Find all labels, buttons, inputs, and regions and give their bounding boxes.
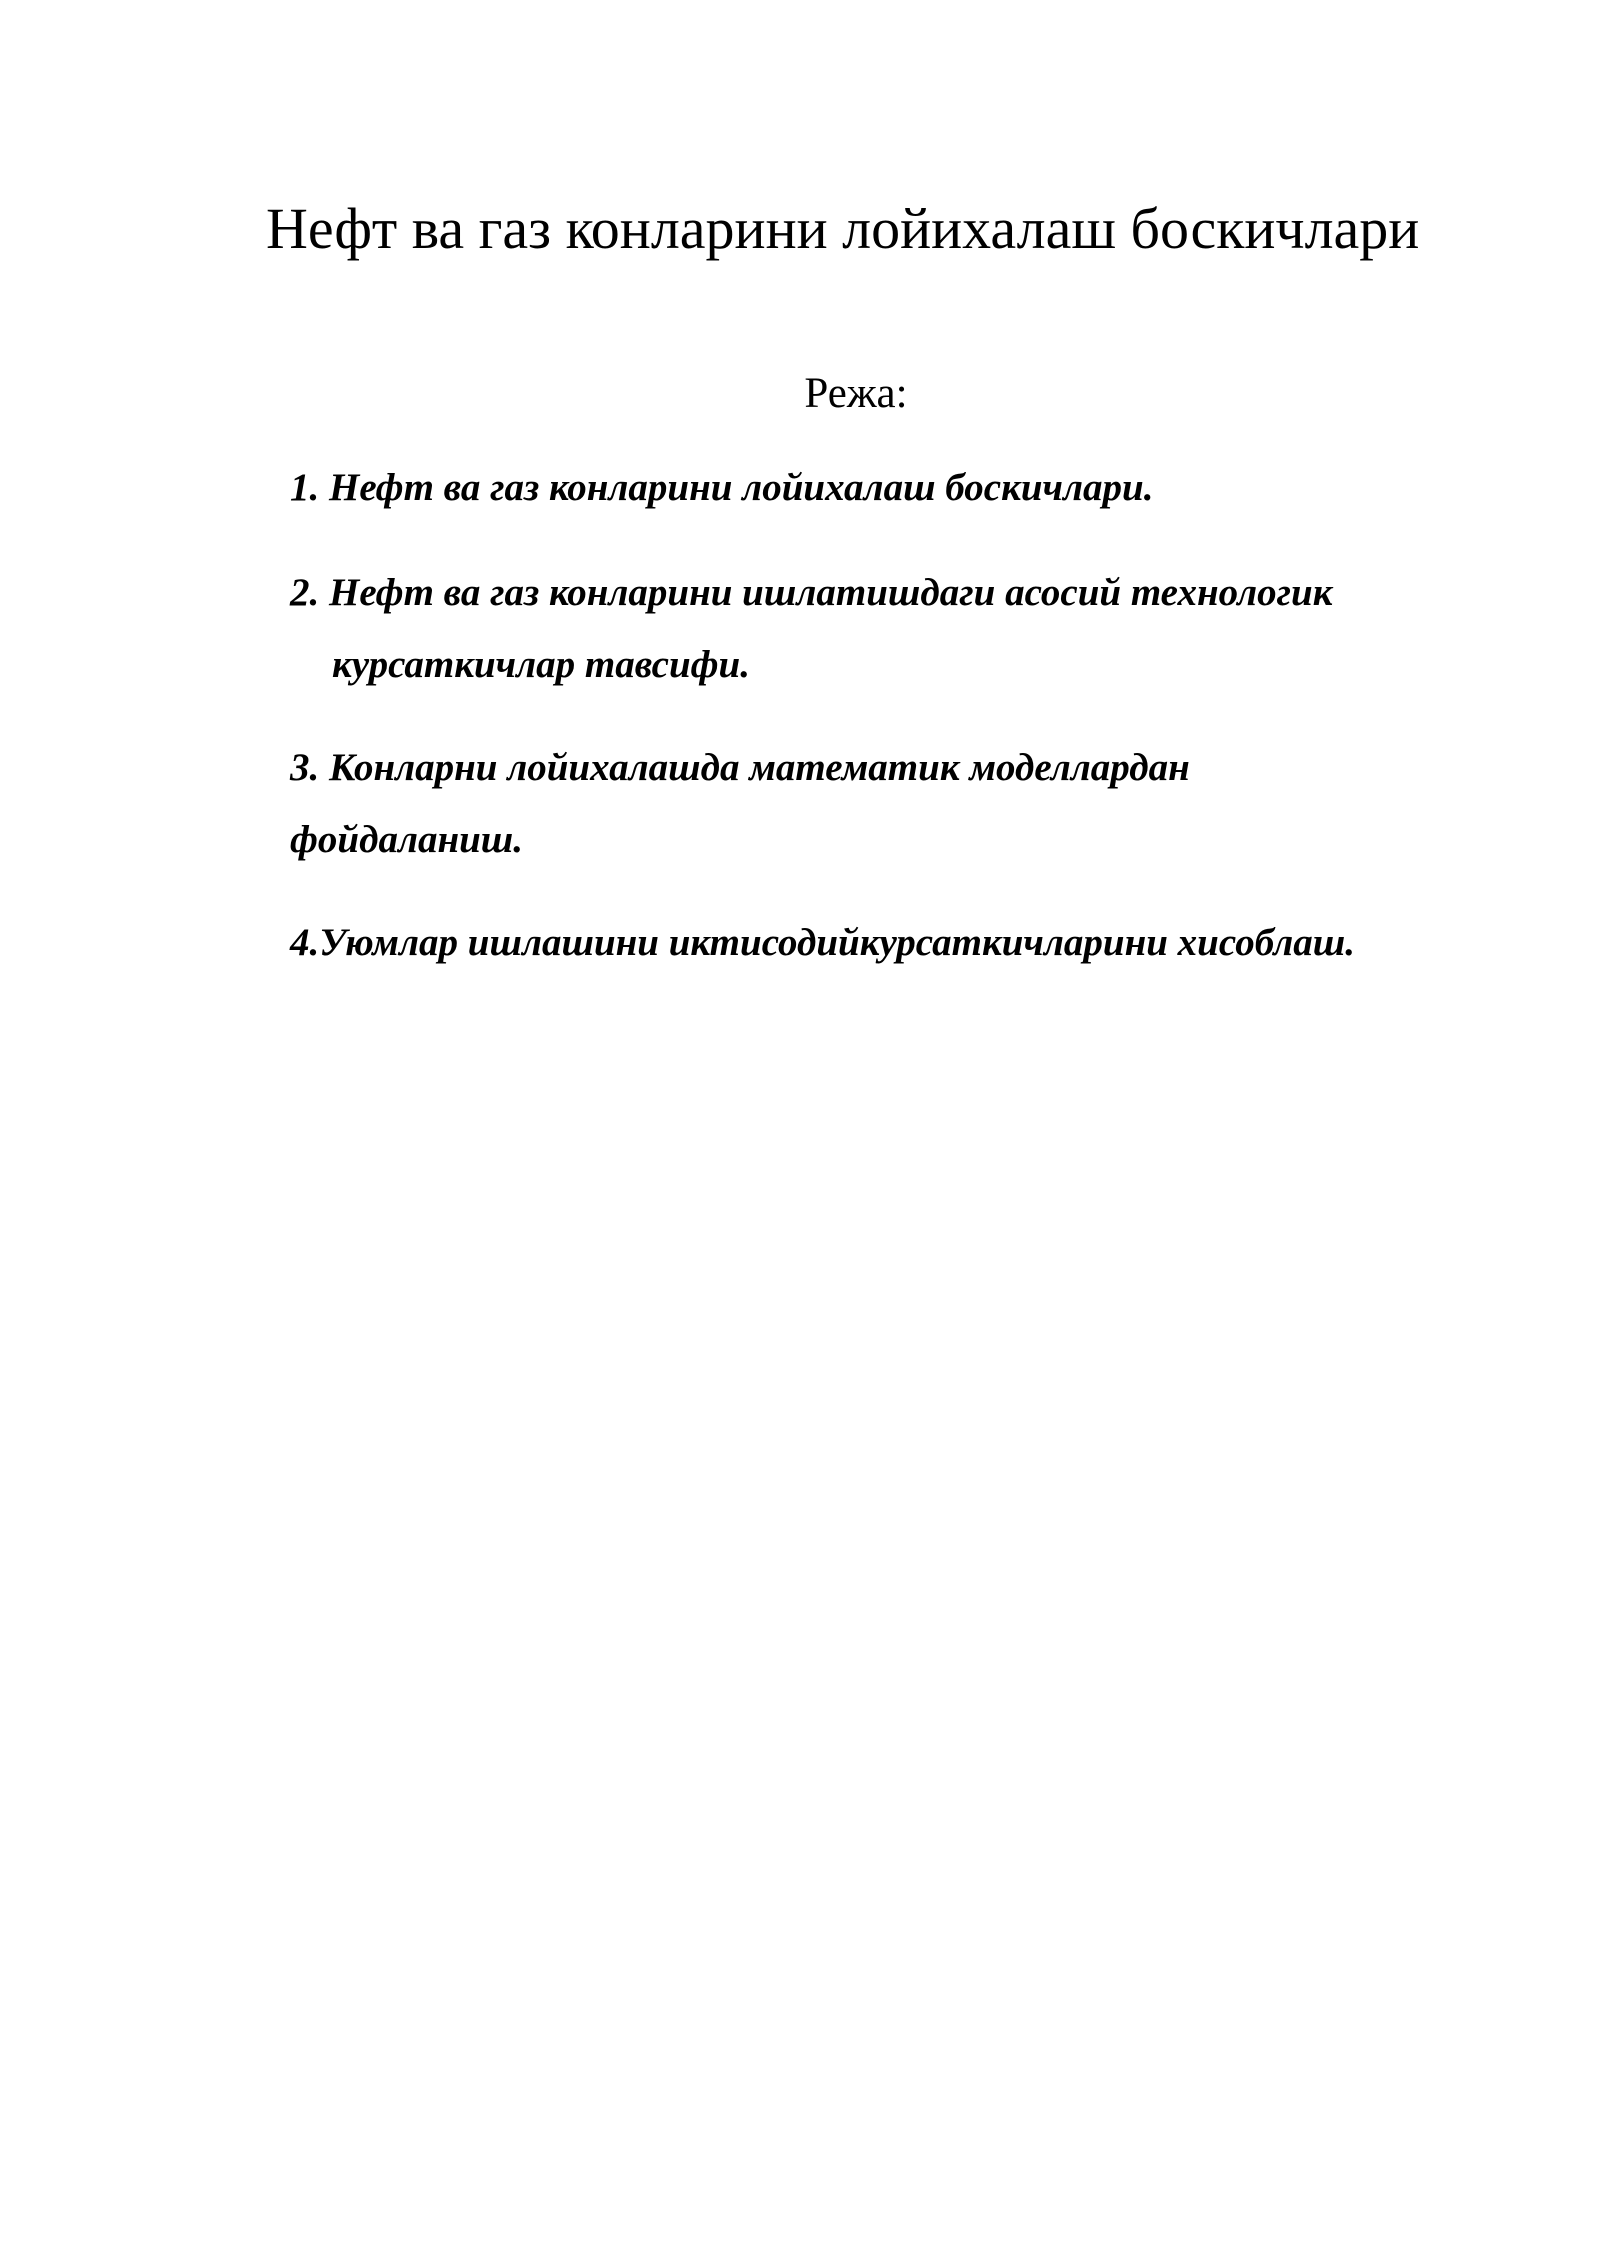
plan-item-4-line-1: 4.Уюмлар ишлашини иктисодийкурсаткичларини хисоблаш. [290,921,1355,964]
plan-heading: Режа: [804,370,908,417]
plan-item-1 [290,452,1510,524]
plan-item-3 [290,732,1510,876]
plan-item-2-line-1: 2. Нефт ва газ конларини ишлатишдаги асосий технологик [290,571,1333,614]
plan-item-2 [290,557,1510,701]
plan-item-4 [290,907,1510,979]
document-title: Нефт ва газ конларини лойихалаш боскичлари [266,195,1420,261]
plan-item-3-line-1: 3. Конларни лойихалашда математик моделлардан [290,746,1190,789]
plan-item-3-line-2: фойдаланиш. [290,818,524,861]
plan-item-1-line-1: 1. Нефт ва газ конларини лойихалаш боскичлари. [290,466,1154,509]
plan-item-2-line-2: курсаткичлар тавсифи. [332,643,750,686]
